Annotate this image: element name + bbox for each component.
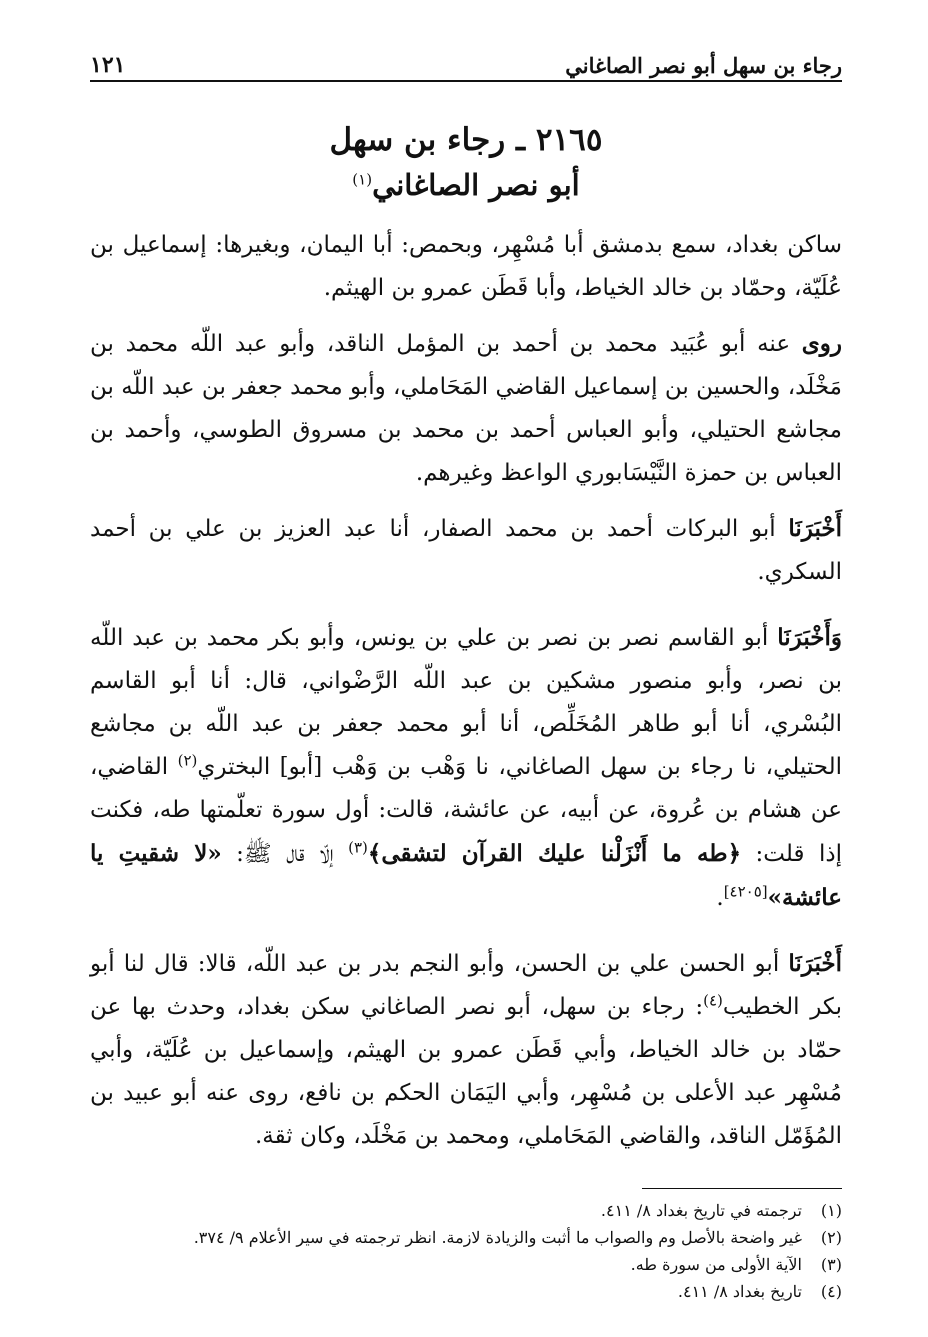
paragraph-isnad-1 — [90, 507, 842, 594]
quran-verse: ﴿طه ما أَنْزَلْنا عليك القرآن لتشقى﴾ — [367, 840, 742, 867]
paragraph-isnad-2-end: . — [716, 885, 724, 911]
footnote-number: (٣) — [820, 1255, 842, 1274]
footnote-ref-1: (١) — [352, 170, 373, 189]
paragraph-isnad-2-text-a: أبو القاسم نصر بن نصر بن علي بن يونس، وأبو بكر محمد بن عبد اللّه بن نصر، وأبو منصور مشكين بن عبد اللّه الرَّضْواني، قال: أنا أبو القاسم البُسْري، أنا أبو طاهر المُخَلِّص، أنا أبو محمد جعفر بن عبد اللّه بن مجاشع الحتيلي، نا رجاء بن سهل الصاغاني، نا وَهْب بن وَهْب [أبو] البختري — [90, 625, 843, 780]
paragraph-biography: ساكن بغداد، سمع بدمشق أبا مُسْهِر، وبحمص: أبا اليمان، وبغيرها: إسماعيل بن عُلَيّة، وحمّاد بن خالد الخياط، وأبا قَطَن عمرو بن الهيثم. — [90, 232, 842, 301]
footnote-text: غير واضحة بالأصل وم والصواب ما أثبت والزيادة لازمة. انظر ترجمته في سير الأعلام ٩/ ٣٧٤. — [193, 1228, 802, 1247]
hadith-quote: «لا شقيتِ يا عائشة» — [90, 840, 842, 911]
lead-word-akhbarana: أَخْبَرَنَا — [788, 515, 842, 542]
paragraph-isnad-2-text-b: القاضي، عن هشام بن عُروة، عن أبيه، عن عائشة، قالت: أول سورة تعلّمتها طه، فكنت إذا قلت: — [90, 754, 842, 867]
entry-number-title: ٢١٦٥ ـ رجاء بن سهل — [329, 122, 603, 158]
footnote-ref-3: (٣) — [348, 838, 368, 857]
running-title: رجاء بن سهل أبو نصر الصاغاني — [565, 53, 842, 78]
paragraph-narrators — [90, 322, 842, 495]
footnote-divider — [642, 1188, 842, 1189]
footnote-number: (١) — [820, 1201, 842, 1220]
footnote — [90, 1278, 842, 1305]
footnote-text: ترجمته في تاريخ بغداد ٨/ ٤١١. — [600, 1201, 802, 1220]
document-page — [90, 52, 842, 1305]
footnote-text: تاريخ بغداد ٨/ ٤١١. — [677, 1282, 802, 1301]
entry-subtitle-text: أبو نصر الصاغاني — [372, 168, 580, 202]
lead-word-akhbarana-2: أَخْبَرَنَا — [788, 950, 842, 977]
running-header — [90, 52, 842, 82]
footnote-ref-4: (٤) — [703, 991, 723, 1010]
entry-subtitle — [90, 164, 842, 206]
footnote-number: (٢) — [820, 1228, 842, 1247]
footnotes — [90, 1197, 842, 1305]
footnote-number: (٤) — [820, 1282, 842, 1301]
entry-heading — [90, 120, 842, 206]
page-number: ١٢١ — [90, 52, 126, 78]
paragraph-isnad-2-text-c: إلّا قال ﷺ: — [221, 841, 349, 867]
footnote-text: الآية الأولى من سورة طه. — [630, 1255, 802, 1274]
body-text — [90, 224, 842, 1158]
paragraph-narrators-text: عنه أبو عُبَيد محمد بن أحمد بن المؤمل الناقد، وأبو عبد اللّه محمد بن مَخْلَد، والحسين بن إسماعيل القاضي المَحَاملي، وأبو محمد جعفر بن عبد اللّه بن مجاشع الحتيلي، وأبو العباس أحمد بن محمد بن مسروق الطوسي، وأحمد بن العباس بن حمزة النَّيْسَابوري الواعظ وغيرهم. — [90, 331, 842, 486]
paragraph-isnad-2 — [90, 616, 842, 920]
hadith-number: [٤٢٠٥] — [723, 882, 768, 901]
footnote — [90, 1224, 842, 1251]
paragraph-khatib — [90, 942, 842, 1158]
lead-word-waakhbarana: وَأَخْبَرَنَا — [777, 624, 842, 651]
paragraph-isnad-1-text: أبو البركات أحمد بن محمد الصفار، أنا عبد العزيز بن علي بن أحمد السكري. — [90, 516, 842, 585]
paragraph-khatib-text-b: : رجاء بن سهل، أبو نصر الصاغاني سكن بغداد، وحدث بها عن حمّاد بن خالد الخياط، وأبي قَطَن عمرو بن الهيثم، وإسماعيل بن عُلَيّة، وأبي مُسْهِر عبد الأعلى بن مُسْهِر، وأبي اليَمَان الحكم بن نافع، روى عنه أبو عبيد بن المُؤَمّل الناقد، والقاضي المَحَاملي، ومحمد بن مَخْلَد، وكان ثقة. — [90, 994, 842, 1149]
footnote-ref-2: (٢) — [177, 751, 198, 770]
lead-word-rawa: روى — [801, 330, 842, 357]
footnote — [90, 1197, 842, 1224]
paragraph-khatib-text-a: أبو الحسن علي بن الحسن، وأبو النجم بدر بن عبد اللّه، قالا: قال لنا أبو بكر الخطيب — [90, 951, 842, 1020]
footnote — [90, 1251, 842, 1278]
